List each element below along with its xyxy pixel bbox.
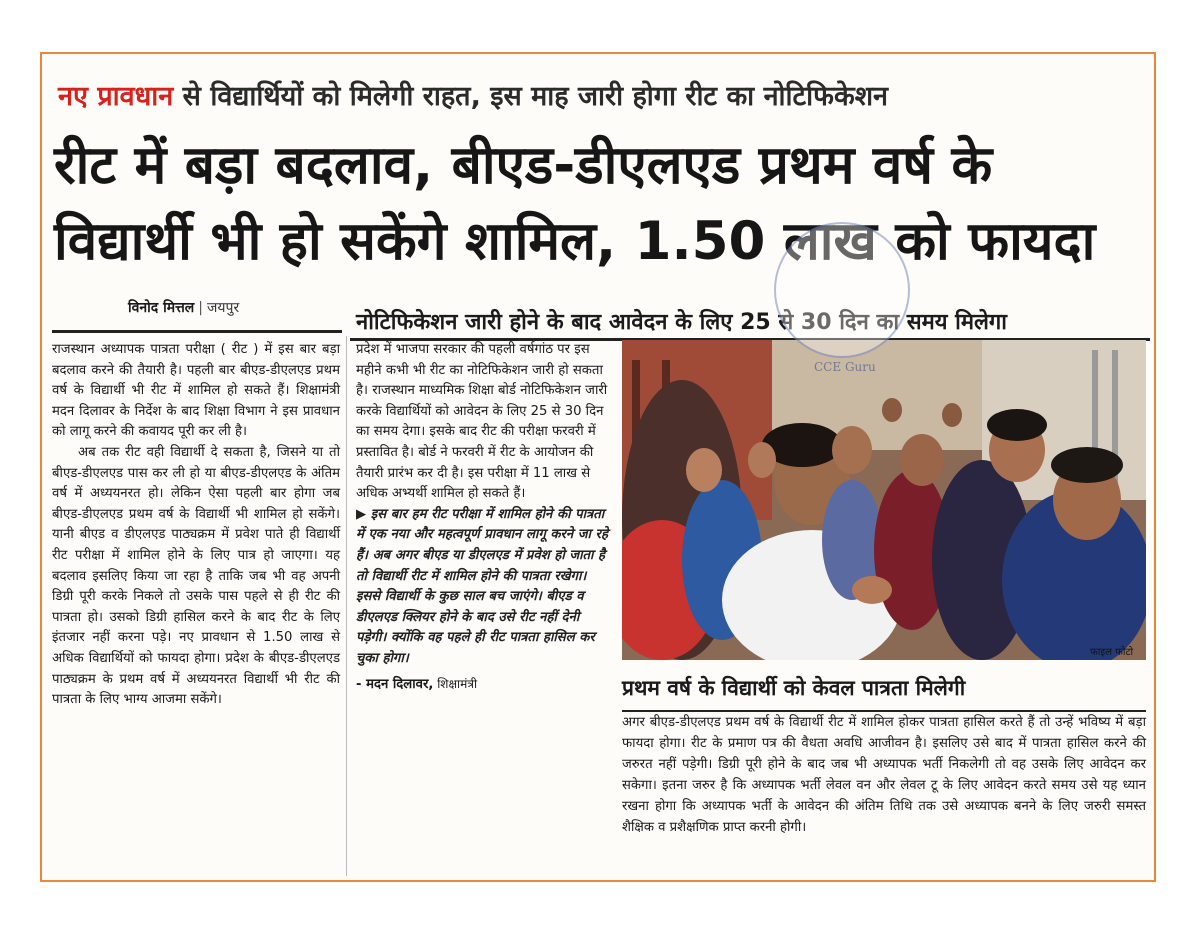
article-column-2 xyxy=(356,340,612,695)
attribution-name: - मदन दिलावर, xyxy=(356,676,434,692)
byline-author: विनोद मित्तल xyxy=(128,300,195,316)
column-divider xyxy=(346,336,347,876)
paragraph: अब तक रीट वही विद्यार्थी दे सकता है, जिसने या तो बीएड-डीएलएड पास कर ली हो या बीएड-डीएलएड के अंतिम वर्ष में अध्ययनरत हो। लेकिन ऐसा पहली बार होगा जब बीएड-डीएलएड प्रथम वर्ष के विद्यार्थी भी शामिल हो सकेंगे। यानी बीएड व डीएलएड पाठ्यक्रम में प्रवेश पाते ही विद्यार्थी रीट परीक्षा में शामिल होने के लिए पात्र हो जाएगा। यह बदलाव इसलिए किया जा रहा है ताकि जब भी वह अपनी डिग्री पूरी करके निकले तो उसके पास पहले से ही रीट की पात्रता हो। उसको डिग्री हासिल करने के बाद रीट के लिए इंतजार नहीं करना पड़े। नए प्रावधान से 1.50 लाख से अधिक विद्यार्थियों को फायदा होगा। प्रदेश के बीएड-डीएलएड पाठ्यक्रम के प्रथम वर्ष में अध्ययनरत विद्यार्थी भी रीट की पात्रता के लिए भाग्य आजमा सकेंगे। xyxy=(52,444,340,708)
watermark-text: CCE Guru xyxy=(814,360,876,374)
article-column-1 xyxy=(52,340,340,711)
kicker-line xyxy=(58,76,1148,120)
paragraph: राजस्थान अध्यापक पात्रता परीक्षा ( रीट ) में इस बार बड़ा बदलाव करने की तैयारी है। पहली बार बीएड-डीएलएड प्रथम वर्ष के विद्यार्थी भी रीट में शामिल हो सकते हैं। शिक्षामंत्री मदन दिलावर के निर्देश के बाद शिक्षा विभाग ने इस प्रावधान को लागू करने की कवायद पूरी कर ली है। xyxy=(52,342,340,440)
attribution-role: शिक्षामंत्री xyxy=(433,676,478,691)
watermark-logo xyxy=(774,222,910,358)
headline-line-1: रीट में बड़ा बदलाव, बीएड-डीएलएड प्रथम वर्ष के xyxy=(54,135,993,196)
byline-separator: | xyxy=(198,300,203,316)
headline xyxy=(54,128,1154,280)
paragraph: प्रदेश में भाजपा सरकार की पहली वर्षगांठ पर इस महीने कभी भी रीट का नोटिफिकेशन जारी हो सकता है। राजस्थान माध्यमिक शिक्षा बोर्ड नोटिफिकेशन जारी करके विद्यार्थियों को आवेदन के लिए 25 से 30 दिन का समय देगा। इसके बाद रीट की परीक्षा फरवरी में प्रस्तावित है। बोर्ड ने फरवरी में रीट के आयोजन की तैयारी प्रारंभ कर दी है। इस परीक्षा में 11 लाख से अधिक अभ्यर्थी शामिल हो सकते हैं। xyxy=(356,342,608,502)
kicker-highlight: नए प्रावधान xyxy=(58,81,174,112)
crowd-photo-illustration xyxy=(622,340,1146,660)
section-body: अगर बीएड-डीएलएड प्रथम वर्ष के विद्यार्थी रीट में शामिल होकर पात्रता हासिल करते हैं तो उन्हें भविष्य में बड़ा फायदा होगा। रीट के प्रमाण पत्र की वैधता अवधि आजीवन है। इसलिए उसे बाद में पात्रता हासिल करने की जरुरत नहीं पड़ेगी। डिग्री पूरी होने के बाद जब भी अध्यापक भर्ती निकलेगी तो वह उसके लिए आवेदन कर सकेगा। इतना जरुर है कि अध्यापक भर्ती लेवल वन और लेवल टू के लिए आवेदन करते समय उसे यह ध्यान रखना होगा कि अध्यापक भर्ती के आवेदन की अंतिम तिथि तक उसे अध्यापक बनने के लिए जरुरी समस्त शैक्षिक व प्रशैक्षणिक प्राप्त करनी होगी। xyxy=(622,715,1146,835)
kicker-text: से विद्यार्थियों को मिलेगी राहत, इस माह जारी होगा रीट का नोटिफिकेशन xyxy=(173,81,889,112)
divider-rule xyxy=(52,330,342,333)
byline-place: जयपुर xyxy=(207,300,240,316)
news-photo xyxy=(622,340,1146,660)
headline-line-2: विद्यार्थी भी हो सकेंगे शामिल, 1.50 लाख को फायदा xyxy=(54,211,1096,272)
minister-quote: ▶ इस बार हम रीट परीक्षा में शामिल होने की पात्रता में एक नया और महत्वपूर्ण प्रावधान लागू करने जा रहे हैं। अब अगर बीएड या डीएलएड में प्रवेश हो जाता है तो विद्यार्थी रीट में शामिल होने की पात्रता रखेगा। इससे विद्यार्थी के कुछ साल बच जाएंगे। बीएड व डीएलएड क्लियर होने के बाद उसे रीट नहीं देनी पड़ेगी। क्योंकि वह पहले ही रीट पात्रता हासिल कर चुका होगा। xyxy=(356,506,608,666)
quote-attribution xyxy=(356,674,612,696)
photo-caption: फाइल फोटो xyxy=(1090,647,1134,658)
byline xyxy=(128,298,239,317)
subheadline: नोटिफिकेशन जारी होने के बाद आवेदन के लिए 25 से 30 दिन का समय मिलेगा xyxy=(356,310,1008,335)
section-title: प्रथम वर्ष के विद्यार्थी को केवल पात्रता मिलेगी xyxy=(622,674,1146,712)
